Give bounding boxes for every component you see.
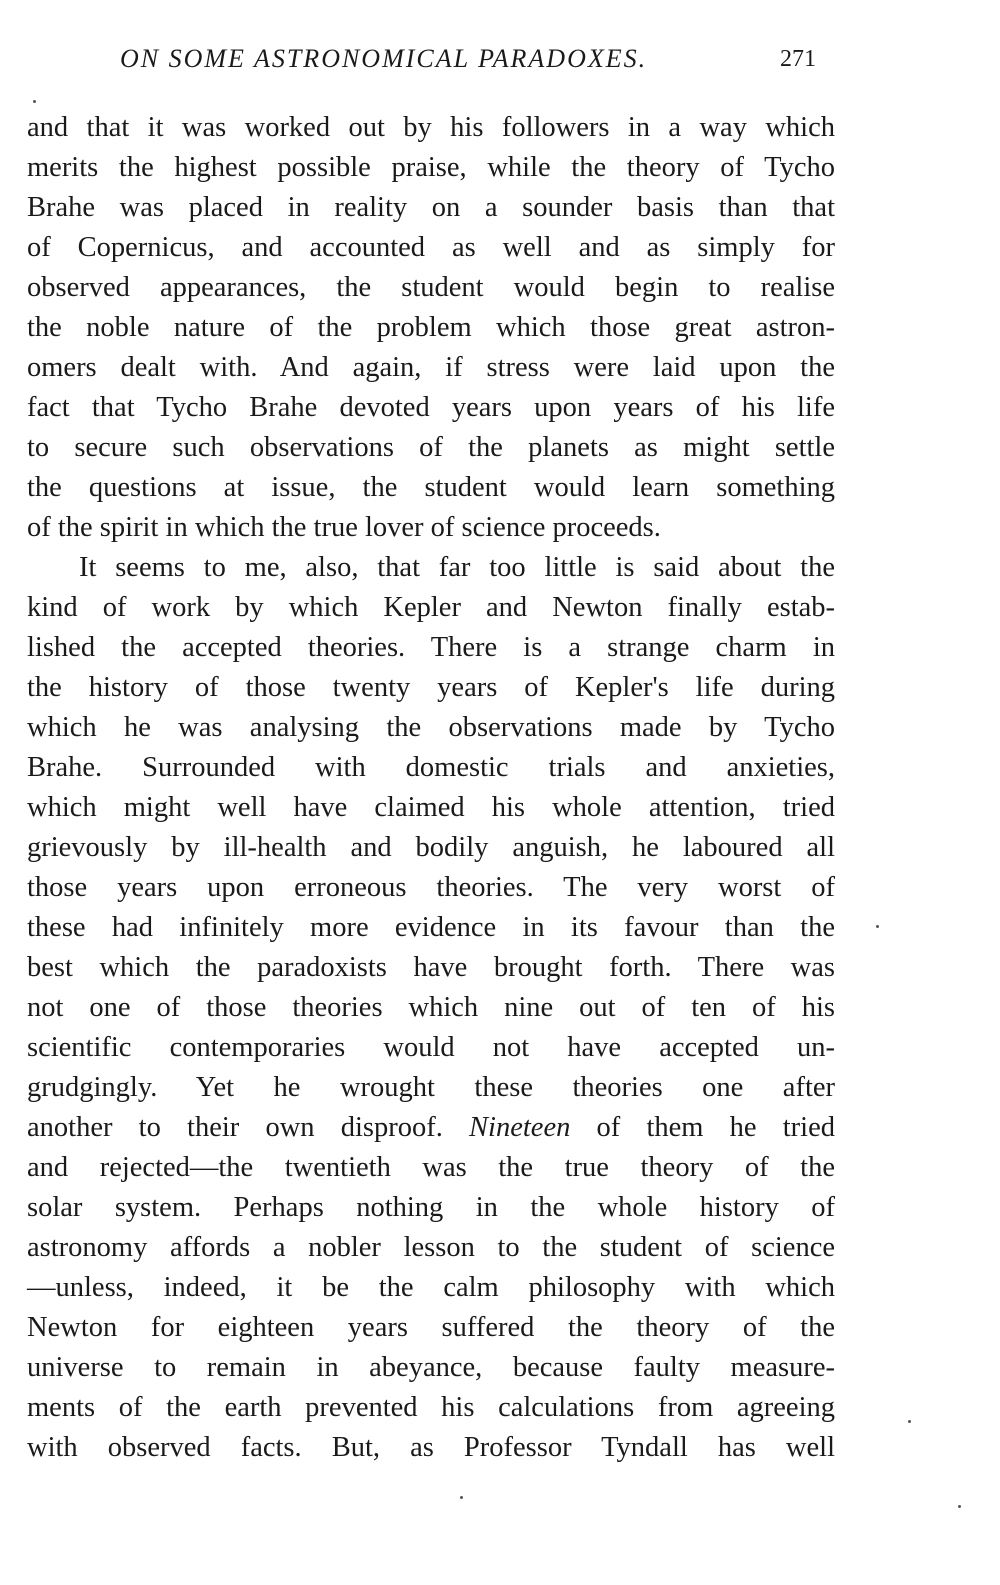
scan-speck (460, 1496, 463, 1499)
text-line: Brahe. Surrounded with domestic trials and anxieties, (27, 752, 835, 783)
text-line: and that it was worked out by his followers in a way which (27, 112, 835, 143)
text-line: the history of those twenty years of Kepler's life during (27, 672, 835, 703)
text-line: these had infinitely more evidence in its favour than the (27, 912, 835, 943)
scan-speck (908, 1420, 911, 1423)
text-line: Brahe was placed in reality on a sounder basis than that (27, 192, 835, 223)
paragraph-end-line: of the spirit in which the true lover of science proceeds. (27, 512, 661, 543)
text-line: to secure such observations of the planets as might settle (27, 432, 835, 463)
text-line: universe to remain in abeyance, because faulty measure- (27, 1352, 835, 1383)
text-line: fact that Tycho Brahe devoted years upon years of his life (27, 392, 835, 423)
text-line: kind of work by which Kepler and Newton finally estab- (27, 592, 835, 623)
scan-speck (958, 1505, 961, 1508)
text-line: scientific contemporaries would not have accepted un- (27, 1032, 835, 1063)
paragraph-start-line: It seems to me, also, that far too little is said about the (79, 552, 835, 583)
text-line: lished the accepted theories. There is a strange charm in (27, 632, 835, 663)
text-line: and rejected—the twentieth was the true theory of the (27, 1152, 835, 1183)
text-line: of Copernicus, and accounted as well and as simply for (27, 232, 835, 263)
text-line: the questions at issue, the student would learn something (27, 472, 835, 503)
running-head (0, 44, 1000, 84)
running-title: ON SOME ASTRONOMICAL PARADOXES. (120, 44, 648, 73)
text-line: which he was analysing the observations made by Tycho (27, 712, 835, 743)
text-line: grievously by ill-health and bodily anguish, he laboured all (27, 832, 835, 863)
text-line: merits the highest possible praise, while the theory of Tycho (27, 152, 835, 183)
page-number: 271 (780, 46, 816, 72)
text-line: ments of the earth prevented his calculations from agreeing (27, 1392, 835, 1423)
text-line: astronomy affords a nobler lesson to the student of science (27, 1232, 835, 1263)
text-line: not one of those theories which nine out of ten of his (27, 992, 835, 1023)
text-line: those years upon erroneous theories. The very worst of (27, 872, 835, 903)
text-line: grudgingly. Yet he wrought these theories one after (27, 1072, 835, 1103)
text-line: the noble nature of the problem which those great astron- (27, 312, 835, 343)
scan-speck (33, 100, 36, 103)
text-line-with-emphasis (27, 1108, 835, 1148)
text-line: omers dealt with. And again, if stress were laid upon the (27, 352, 835, 383)
text-line: best which the paradoxists have brought forth. There was (27, 952, 835, 983)
text-line: with observed facts. But, as Professor Tyndall has well (27, 1432, 835, 1463)
text-line: which might well have claimed his whole attention, tried (27, 792, 835, 823)
line-segment: of them he tried (596, 1112, 835, 1143)
emphasized-word: Nineteen (469, 1112, 571, 1143)
text-line: observed appearances, the student would begin to realise (27, 272, 835, 303)
body-text (27, 108, 835, 1468)
scan-speck (876, 925, 879, 928)
text-line: —unless, indeed, it be the calm philosophy with which (27, 1272, 835, 1303)
text-line: solar system. Perhaps nothing in the whole history of (27, 1192, 835, 1223)
line-segment: another to their own disproof. (27, 1112, 443, 1143)
text-line: Newton for eighteen years suffered the theory of the (27, 1312, 835, 1343)
